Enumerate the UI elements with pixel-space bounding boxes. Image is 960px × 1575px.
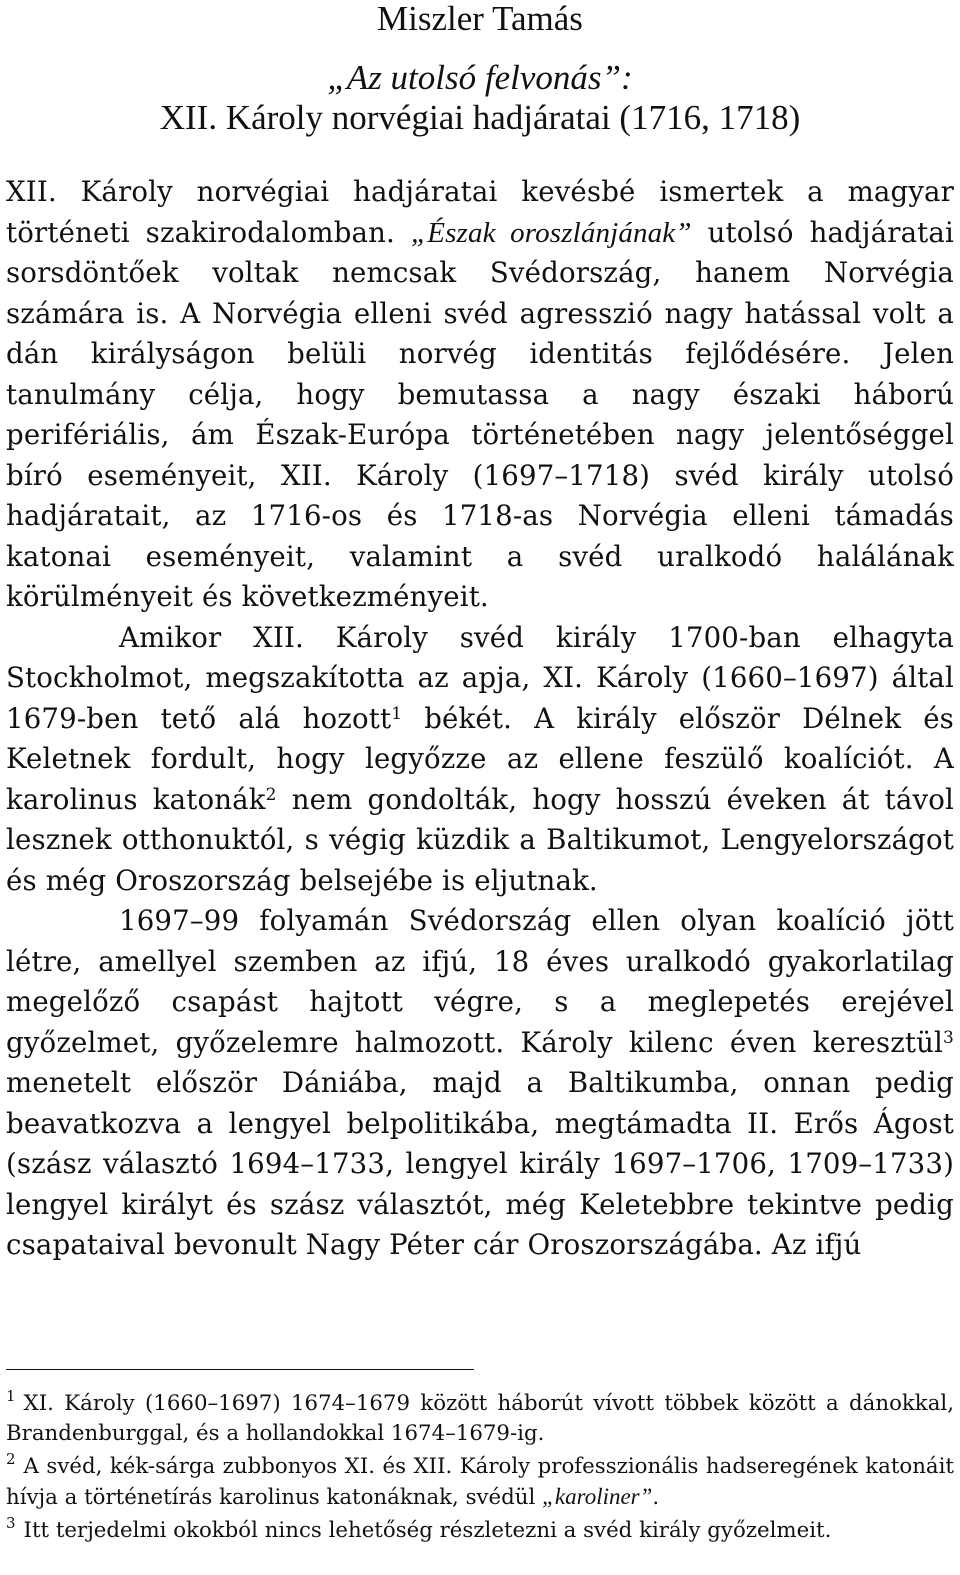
footnote-ref-3[interactable]: 3: [943, 1027, 954, 1048]
paragraph-1-italic: „Észak oroszlánjának”: [410, 216, 692, 249]
paragraph-2-text-c: nem gondolták, hogy hosszú éveken át távol lesznek otthonuktól, s végig küzdik a Baltikumot, Lengyelországot és még Oroszország belsejébe is eljutnak.: [6, 782, 954, 897]
footnote-text-b: .: [652, 1485, 660, 1510]
article-body: [6, 172, 954, 1266]
footnote-3: [6, 1516, 954, 1546]
paragraph-1: [6, 172, 954, 618]
footnote-1: [6, 1389, 954, 1449]
paragraph-2: [6, 618, 954, 902]
author-name: Miszler Tamás: [377, 0, 583, 38]
document-page: [6, 0, 954, 1266]
footnote-number: 3: [6, 1514, 16, 1532]
footnote-text: XI. Károly (1660–1697) 1674–1679 között háborút vívott többek között a dánokkal, Brandenburggal, és a hollandokkal 1674–1679-ig.: [6, 1391, 954, 1446]
footnote-ref-1[interactable]: 1: [391, 703, 403, 724]
title-line-2: XII. Károly norvégiai hadjáratai (1716, 1718): [159, 98, 801, 137]
paragraph-1-text-a: XII. Károly norvégiai hadjáratai kevésbé ismertek a magyar történeti szakirodalomban.: [6, 175, 954, 249]
paragraph-3: [6, 901, 954, 1266]
title-line-1: „Az utolsó felvonás”:: [327, 58, 633, 97]
paragraph-2-text-a: Amikor XII. Károly svéd király 1700-ban elhagyta Stockholmot, megszakította az apja, XI. Károly (1660–1697) által 1679-ben tető alá hozott: [6, 620, 954, 735]
footnote-number: 1: [6, 1387, 16, 1405]
footnote-number: 2: [6, 1450, 16, 1468]
paragraph-3-text-b: menetelt először Dániába, majd a Baltikumba, onnan pedig beavatkozva a lengyel belpolitikába, megtámadta II. Erős Ágost (szász választó 1694–1733, lengyel király 1697–1706, 1709–1733) lengyel királyt és szász választót, még Keletebbre tekintve pedig csapataival bevonult Nagy Péter cár Oroszországába. Az ifjú: [6, 1066, 954, 1261]
paragraph-2-text-b: békét. A király először Délnek és Keletnek fordult, hogy legyőzze az ellene feszülő koalíciót. A karolinus katonák: [6, 701, 954, 816]
footnote-2: [6, 1452, 954, 1513]
footnote-text: Itt terjedelmi okokból nincs lehetőség részletezni a svéd király győzelmeit.: [23, 1518, 832, 1543]
footnote-separator: [6, 1369, 474, 1370]
footnote-ref-2[interactable]: 2: [265, 784, 277, 805]
footnote-italic: „karoliner”: [542, 1484, 653, 1509]
paragraph-1-text-b: utolsó hadjáratai sorsdöntőek voltak nemcsak Svédország, hanem Norvégia számára is. A Norvégia elleni svéd agresszió nagy hatással volt a dán királyságon belüli norvég identitás fejlődésére. Jelen tanulmány célja, hogy bemutassa a nagy északi háború perifériális, ám Észak-Európa történetében nagy jelentőséggel bíró eseményeit, XII. Károly (1697–1718) svéd király utolsó hadjáratait, az 1716-os és 1718-as Norvégia elleni támadás katonai eseményeit, valamint a svéd uralkodó halálának körülményeit és következményeit.: [6, 215, 954, 613]
footnotes: [6, 1389, 954, 1549]
paragraph-3-text-a: 1697–99 folyamán Svédország ellen olyan koalíció jött létre, amellyel szemben az ifjú, 18 éves uralkodó gyakorlatilag megelőző csapást hajtott végre, s a meglepetés erejével győzelmet, győzelemre halmozott. Károly kilenc éven keresztül: [6, 904, 954, 1059]
article-title: [6, 58, 954, 138]
footnote-text-a: A svéd, kék-sárga zubbonyos XI. és XII. Károly professzionális hadseregének katonáit hívja a történetírás karolinus katonáknak, svédül: [6, 1454, 954, 1510]
